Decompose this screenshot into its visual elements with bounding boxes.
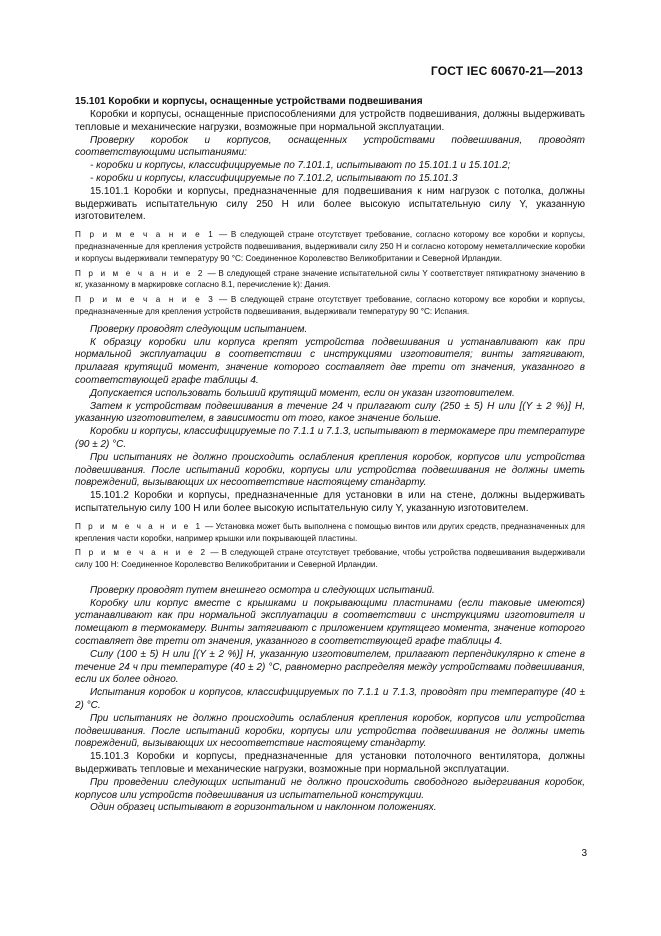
paragraph: К образцу коробки или корпуса крепят устройства подвешивания и устанавливают как при нормальной эксплуатации в соответствии с инструкциями изготовителя; винты затягивают, прилагая крутящий момент, значение которого составляет две трети от значения, указанного в соответствующей графе таблицы 4. (75, 336, 585, 386)
clause-15-101-2: 15.101.2 Коробки и корпусы, предназначенные для установки в или на стене, должны выдерживать испытательную силу 100 Н или более высокую испытательную силу Y, указанную изготовителем. (75, 490, 585, 514)
notes-group-2 (75, 521, 585, 571)
paragraph: Коробки и корпусы, оснащенные приспособлениями для устройств подвешивания, должны выдерживать тепловые и механические нагрузки, возможные при нормальной эксплуатации. (75, 109, 585, 133)
note (75, 294, 585, 318)
note (75, 521, 585, 545)
clause-15-101-1: 15.101.1 Коробки и корпусы, предназначенные для подвешивания к ним нагрузок с потолка, должны выдерживать испытательную силу 250 Н или более высокую испытательную силу Y, указанную изготовителем. (75, 185, 585, 223)
paragraph: Проверку проводят путем внешнего осмотра и следующих испытаний. (90, 584, 435, 596)
note-label: П р и м е ч а н и е 1 (75, 521, 203, 531)
paragraph: При проведении следующих испытаний не должно происходить свободного выдергивания коробок, корпусов или устройств подвешивания из испытательной конструкции. (75, 776, 585, 801)
paragraph: Один образец испытывают в горизонтальном и наклонном положениях. (90, 802, 437, 814)
document-header: ГОСТ IEC 60670-21—2013 (430, 64, 583, 78)
document-body (75, 95, 585, 815)
page-number: 3 (581, 848, 587, 859)
note (75, 547, 585, 571)
note (75, 229, 585, 264)
note-label: П р и м е ч а н и е 1 (75, 230, 216, 240)
note-text: — В следующей стране отсутствует требование, согласно которому все коробки и корпусы, предназначенные для крепления устройств подвешивания, выдерживали температуру 90 °С: Испания. (75, 295, 585, 316)
paragraph: Испытания коробок и корпусов, классифицируемых по 7.1.1 и 7.1.3, проводят при температуре (40 ± 2) °С. (75, 687, 585, 712)
paragraph: Коробки и корпусы, классифицируемые по 7.1.1 и 7.1.3, испытывают в термокамере при температуре (90 ± 2) °С. (75, 426, 585, 450)
notes-group-1 (75, 229, 585, 318)
note-label: П р и м е ч а н и е 2 (75, 548, 208, 558)
section-title: 15.101 Коробки и корпусы, оснащенные устройствами подвешивания (75, 96, 423, 107)
test-intro: Проверку коробок и корпусов, оснащенных устройствами подвешивания, проводят соответствующими испытаниями: (75, 134, 585, 159)
paragraph: Затем к устройствам подвешивания в течение 24 ч прилагают силу (250 ± 5) Н или [(Y ± 2 %)] Н, указанную изготовителем, в зависимости от того, какое значение больше. (75, 400, 585, 425)
paragraph: При испытаниях не должно происходить ослабления крепления коробок, корпусов или устройства подвешивания. После испытаний коробки, корпусы или устройства подвешивания не должны иметь повреждений, вызывающих их несоответствие настоящему стандарту. (75, 712, 585, 750)
clause-15-101-3: 15.101.3 Коробки и корпусы, предназначенные для установки потолочного вентилятора, должны выдерживать тепловые и механические нагрузки, возможные при нормальной эксплуатации. (75, 751, 585, 776)
paragraph: Допускается использовать больший крутящий момент, если он указан изготовителем. (90, 387, 515, 399)
paragraph: Коробку или корпус вместе с крышками и покрывающими пластинами (если таковые имеются) устанавливают как при нормальной эксплуатации в соответствии с инструкциями изготовителя и помещают в термокамеру. Винты затягивают с приложением крутящего момента, значение которого составляет две трети от значения, указанного в соответствующей графе таблицы 4. (75, 597, 585, 648)
paragraph: Проверку проводят следующим испытанием. (90, 323, 308, 335)
note-text: — В следующей стране значение испытательной силы Y соответствует пятикратному значению в кг, указанному в маркировке согласно 8.1, перечисление k): Дания. (75, 268, 585, 290)
bullet-item: - коробки и корпусы, классифицируемые по 7.101.2, испытывают по 15.101.3 (90, 172, 458, 184)
paragraph: Силу (100 ± 5) Н или [(Y ± 2 %)] Н, указанную изготовителем, прилагают перпендикулярно к стене в течение 24 ч при температуре (40 ± 2) °С, равномерно распределяя между устройствами подвешивания, если их более одного. (75, 648, 585, 686)
note (75, 268, 585, 292)
note-label: П р и м е ч а н и е 2 (75, 268, 205, 278)
note-text: — В следующей стране отсутствует требование, чтобы устройства подвешивания выдерживали силу 100 Н: Соединенное Королевство Великобритании и Северной Ирландии. (75, 548, 585, 570)
note-label: П р и м е ч а н и е 3 (75, 295, 216, 305)
bullet-item: - коробки и корпусы, классифицируемые по 7.101.1, испытывают по 15.101.1 и 15.101.2; (90, 160, 511, 172)
note-text: — В следующей стране отсутствует требование, согласно которому все коробки и корпусы, предназначенные для крепления устройств подвешивания, выдерживали силу 250 Н и согласно которому неметаллические коробки и корпусы выдерживали температуру 90 °С: Соединенное Королевство Великобритании и Северной Ирландии. (75, 230, 585, 263)
note-text: — Установка может быть выполнена с помощью винтов или других средств, предназначенных для крепления части коробки, например крышки или покрывающей пластины. (75, 521, 585, 543)
paragraph: При испытаниях не должно происходить ослабления крепления коробок, корпусов или устройства подвешивания. После испытаний коробки, корпусы или устройства подвешивания не должны иметь повреждений, вызывающих их несоответствие настоящему стандарту. (75, 451, 585, 489)
